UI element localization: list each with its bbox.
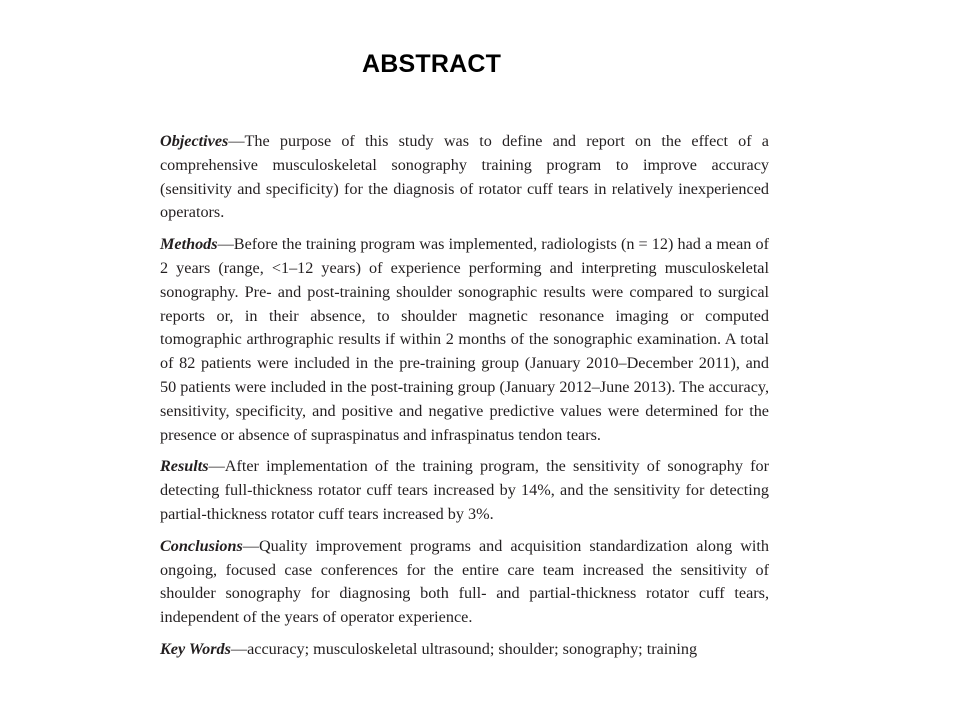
conclusions-paragraph bbox=[160, 535, 769, 630]
key-words-separator: — bbox=[230, 639, 248, 658]
objectives-paragraph bbox=[160, 130, 769, 225]
methods-text: Before the training program was implemented, radiologists (n = 12) had a mean of 2 years (range, <1–12 years) of experience performing and interpreting musculoskeletal sonography. Pre- and post-training shoulder sonographic results were compared to surgical reports or, in their absence, to shoulder magnetic resonance imaging or computed tomographic arthrographic results if within 2 months of the sonographic examination. A total of 82 patients were included in the pre-training group (January 2010–December 2011), and 50 patients were included in the post-training group (January 2012–June 2013). The accuracy, sensitivity, specificity, and positive and negative predictive values were determined for the presence or absence of supraspinatus and infraspinatus tendon tears. bbox=[160, 235, 769, 444]
methods-label: Methods bbox=[160, 235, 218, 254]
results-text: After implementation of the training program, the sensitivity of sonography for detecting full-thickness rotator cuff tears increased by 14%, and the sensitivity for detecting partial-thickness rotator cuff tears increased by 3%. bbox=[160, 457, 769, 523]
objectives-separator: — bbox=[228, 132, 245, 150]
objectives-label: Objectives bbox=[160, 132, 229, 150]
conclusions-label: Conclusions bbox=[160, 536, 243, 555]
conclusions-separator: — bbox=[242, 536, 259, 555]
results-label: Results bbox=[160, 457, 209, 476]
methods-paragraph bbox=[160, 233, 769, 447]
abstract-title: ABSTRACT bbox=[362, 50, 502, 78]
methods-separator: — bbox=[217, 235, 234, 254]
key-words-text: accuracy; musculoskeletal ultrasound; shoulder; sonography; training bbox=[247, 639, 698, 658]
abstract-body bbox=[160, 130, 769, 670]
key-words-label: Key Words bbox=[160, 639, 231, 658]
objectives-text: The purpose of this study was to define and report on the effect of a comprehensive musculoskeletal sonography training program to improve accuracy (sensitivity and specificity) for the diagnosis of rotator cuff tears in relatively inexperienced operators. bbox=[160, 132, 769, 222]
results-separator: — bbox=[208, 457, 225, 476]
conclusions-text: Quality improvement programs and acquisition standardization along with ongoing, focused case conferences for the entire care team increased the sensitivity of shoulder sonography for diagnosing both full- and partial-thickness rotator cuff tears, independent of the years of operator experience. bbox=[160, 536, 769, 627]
key-words-paragraph bbox=[160, 638, 769, 662]
results-paragraph bbox=[160, 455, 769, 526]
